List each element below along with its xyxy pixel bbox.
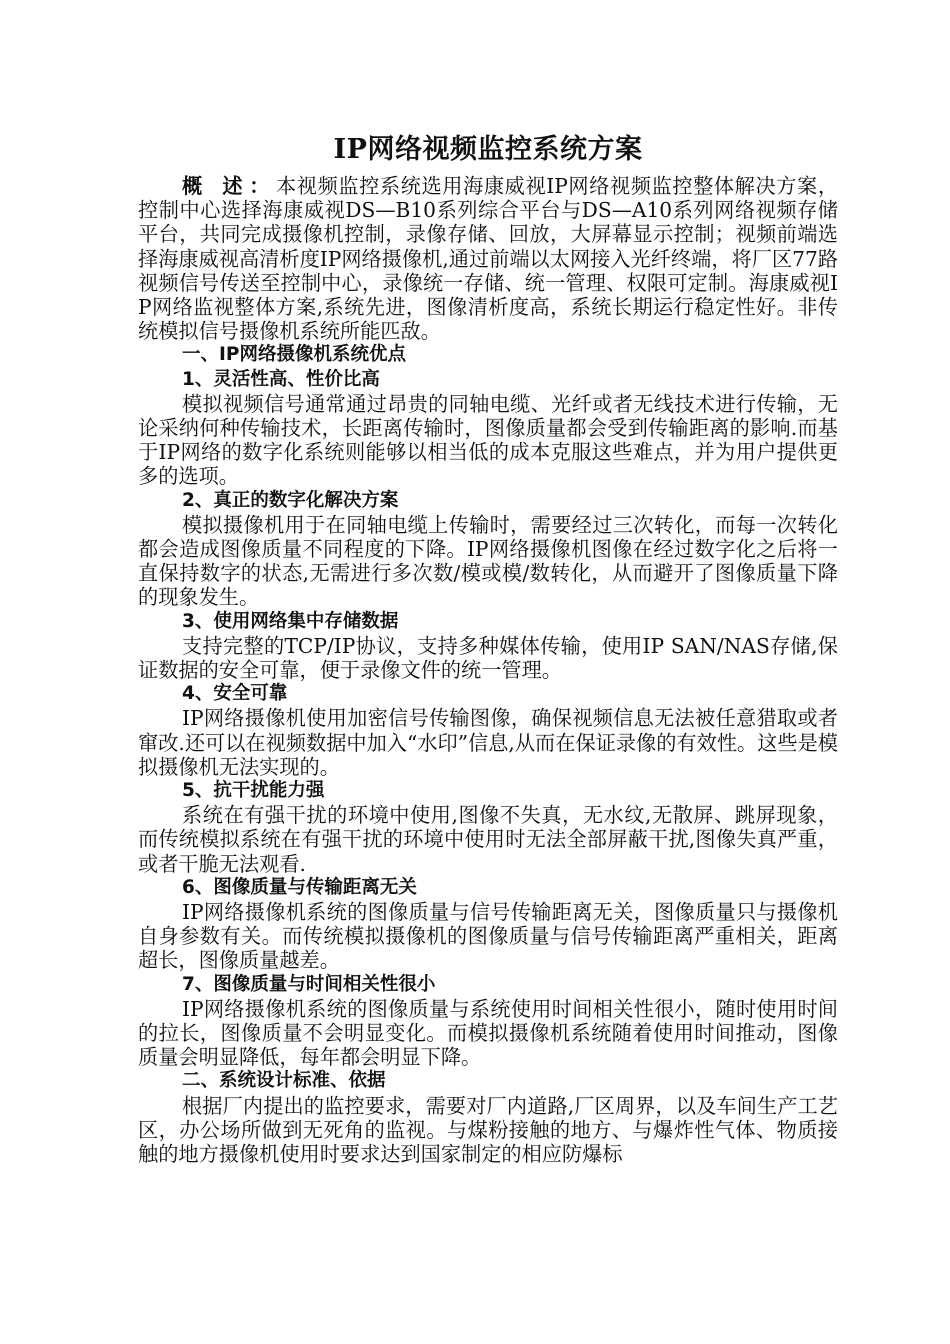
subsection-heading-4: 4、安全可靠 — [182, 683, 288, 705]
subsection-text-7: IP网络摄像机系统的图像质量与系统使用时间相关性很小，随时使用时间的拉长，图像质量不会明显变化。而模拟摄像机系统随着使用时间推动，图像质量会明显降低，每年都会明显下降。 — [138, 996, 838, 1070]
document-title: IP网络视频监控系统方案 — [333, 134, 643, 165]
subsection-heading-3: 3、使用网络集中存储数据 — [182, 610, 399, 632]
document-page — [138, 126, 838, 1166]
subsection-heading-2: 2、真正的数字化解决方案 — [182, 489, 399, 511]
subsection-text-2: 模拟摄像机用于在同轴电缆上传输时，需要经过三次转化，而每一次转化都会造成图像质量不同程度的下降。IP网络摄像机图像在经过数字化之后将一直保持数字的状态,无需进行多次数/模或模/数转化，从而避开了图像质量下降的现象发生。 — [138, 512, 838, 610]
design-standards-text: 根据厂内提出的监控要求，需要对厂内道路,厂区周界，以及车间生产工艺区，办公场所做到无死角的监视。与煤粉接触的地方、与爆炸性气体、物质接触的地方摄像机使用时要求达到国家制定的相应防爆标 — [138, 1093, 838, 1166]
subsection-text-6: IP网络摄像机系统的图像质量与信号传输距离无关，图像质量只与摄像机自身参数有关。而传统模拟摄像机的图像质量与信号传输距离严重相关，距离超长，图像质量越差。 — [138, 899, 838, 973]
overview-lead: 概 述： — [182, 174, 276, 198]
subsection-text-3: 支持完整的TCP/IP协议，支持多种媒体传输，使用IP SAN/NAS存储,保证数据的安全可靠，便于录像文件的统一管理。 — [138, 633, 838, 682]
overview-paragraph — [138, 174, 838, 343]
subsection-heading-6: 6、图像质量与传输距离无关 — [182, 876, 417, 898]
section-heading-advantages: 一、IP网络摄像机系统优点 — [182, 344, 406, 366]
subsection-heading-1: 1、灵活性高、性价比高 — [182, 368, 380, 390]
subsection-heading-7: 7、图像质量与时间相关性很小 — [182, 973, 436, 995]
subsection-text-4: IP网络摄像机使用加密信号传输图像，确保视频信息无法被任意猎取或者窜改.还可以在视频数据中加入“水印”信息,从而在保证录像的有效性。这些是模拟摄像机无法实现的。 — [138, 706, 838, 779]
section-heading-design-standards: 二、系统设计标准、依据 — [182, 1070, 386, 1092]
subsection-text-1: 模拟视频信号通常通过昂贵的同轴电缆、光纤或者无线技术进行传输，无论采纳何种传输技术，长距离传输时，图像质量都会受到传输距离的影响.而基于IP网络的数字化系统则能够以相当低的成本克服这些难点，并为用户提供更多的选项。 — [138, 391, 838, 489]
subsection-text-5: 系统在有强干扰的环境中使用,图像不失真，无水纹,无散屏、跳屏现象，而传统模拟系统在有强干扰的环境中使用时无法全部屏蔽干扰,图像失真严重，或者干脆无法观看. — [138, 803, 838, 876]
overview-text: 本视频监控系统选用海康威视IP网络视频监控整体解决方案，控制中心选择海康威视DS—B10系列综合平台与DS—A10系列网络视频存储平台，共同完成摄像机控制，录像存储、回放，大屏幕显示控制；视频前端选择海康威视高清析度IP网络摄像机,通过前端以太网接入光纤终端，将厂区77路视频信号传送至控制中心，录像统一存储、统一管理、权限可定制。海康威视IP网络监视整体方案,系统先进，图像清析度高，系统长期运行稳定性好。非传统模拟信号摄像机系统所能匹敌。 — [138, 174, 839, 344]
subsection-heading-5: 5、抗干扰能力强 — [182, 780, 325, 801]
